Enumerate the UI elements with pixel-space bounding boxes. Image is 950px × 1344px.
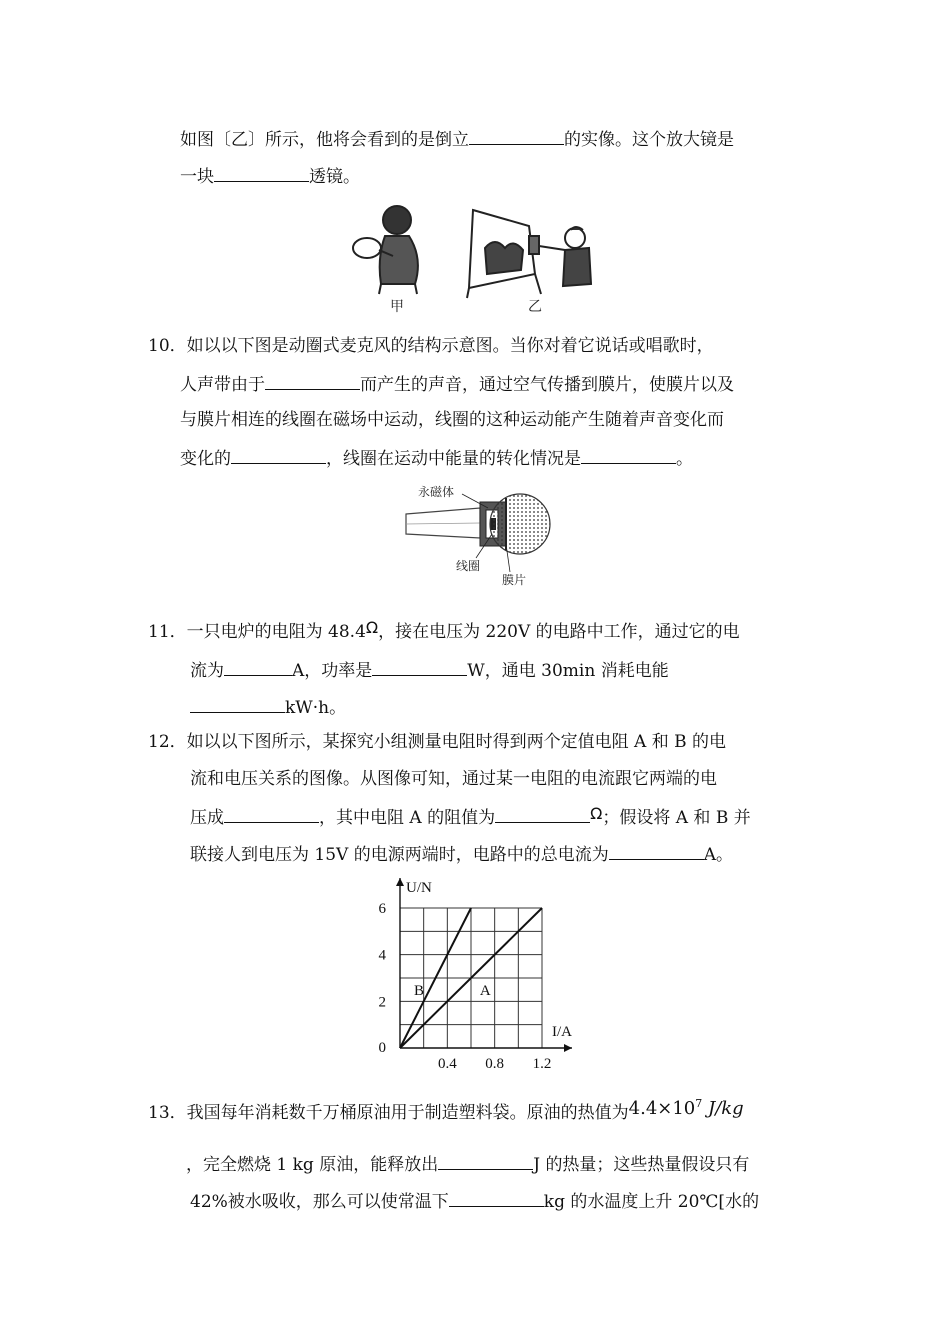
q13-line-2: ，完全燃烧 1 kg 原油，能释放出 J 的热量；这些热量假设只有 [186, 1152, 749, 1176]
answer-blank[interactable] [581, 446, 676, 464]
q11-line-1: 11．一只电炉的电阻为 48.4Ω，接在电压为 220V 的电路中工作，通过它的电 [148, 618, 740, 642]
q9-line-2: 一块 透镜。 [180, 164, 360, 188]
x-axis-label: I/A [552, 1024, 572, 1040]
q13-line-3: 42%被水吸收，那么可以使常温下 kg 的水温度上升 20℃[水的 [190, 1189, 759, 1213]
origin-label: 0 [378, 1040, 386, 1056]
chart-labels [379, 880, 573, 1072]
q12-line-2: 流和电压关系的图像。从图像可知，通过某一电阻的电流跟它两端的电 [190, 769, 717, 789]
q11-line-3: kW·h。 [190, 695, 346, 719]
figure-label-yi: 乙 [528, 299, 542, 315]
q11-line-2: 流为 A，功率是 W，通电 30min 消耗电能 [190, 658, 669, 682]
u-i-chart [355, 872, 585, 1072]
x-tick-label: 0.4 [437, 1056, 457, 1072]
question-number: 13． [148, 1103, 187, 1123]
y-tick-label: 4 [378, 947, 386, 964]
q9-line-1: 如图〔乙〕所示，他将会看到的是倒立 的实像。这个放大镜是 [180, 127, 734, 151]
heat-value: $4.4\times 10^7$ J/kg [628, 1097, 744, 1119]
series-label-B: B [414, 983, 425, 999]
y-tick-label: 6 [378, 901, 386, 917]
x-tick-label: 0.8 [485, 1056, 505, 1072]
label-permanent-magnet: 永磁体 [418, 485, 455, 499]
answer-blank[interactable] [495, 805, 590, 823]
figure-label-jia: 甲 [390, 299, 404, 315]
label-coil: 线圈 [456, 559, 481, 573]
figure-yi [467, 210, 591, 298]
question-number: 11． [148, 622, 187, 642]
q10-line-1: 10．如以以下图是动圈式麦克风的结构示意图。当你对着它说话或唱歌时， [148, 336, 714, 356]
q12-line-1: 12．如以以下图所示，某探究小组测量电阻时得到两个定值电阻 A 和 B 的电 [148, 732, 727, 752]
answer-blank[interactable] [265, 372, 360, 390]
answer-blank[interactable] [214, 164, 309, 182]
magnifier-illustration [345, 198, 605, 318]
microphone-head [490, 494, 550, 554]
q13-line-1: 13．我国每年消耗数千万桶原油用于制造塑料袋。原油的热值为$4.4\times 10^7$ J/kg [148, 1097, 744, 1123]
q12-line-4: 联接人到电压为 15V 的电源两端时，电路中的总电流为 A。 [190, 842, 733, 866]
y-tick-label: 2 [378, 994, 386, 1011]
y-axis-label: U/N [406, 880, 432, 896]
q10-line-4: 变化的 ，线圈在运动中能量的转化情况是 。 [180, 446, 693, 470]
answer-blank[interactable] [438, 1152, 533, 1170]
answer-blank[interactable] [609, 842, 704, 860]
series-label-A: A [479, 983, 491, 999]
x-tick-label: 1.2 [532, 1056, 552, 1072]
answer-blank[interactable] [449, 1189, 544, 1207]
question-number: 12． [148, 732, 187, 752]
q10-line-2: 人声带由于 而产生的声音，通过空气传播到膜片，使膜片以及 [180, 372, 734, 396]
microphone-diagram [400, 478, 560, 590]
answer-blank[interactable] [224, 805, 319, 823]
q10-line-3: 与膜片相连的线圈在磁场中运动，线圈的这种运动能产生随着声音变化而 [180, 410, 724, 430]
question-number: 10． [148, 336, 187, 356]
answer-blank[interactable] [190, 695, 285, 713]
y-axis-arrow [396, 878, 404, 886]
answer-blank[interactable] [231, 446, 326, 464]
figure-jia [353, 206, 418, 294]
answer-blank[interactable] [372, 658, 467, 676]
x-axis-arrow [564, 1044, 572, 1052]
answer-blank[interactable] [469, 127, 564, 145]
answer-blank[interactable] [224, 658, 292, 676]
label-membrane: 膜片 [502, 573, 527, 587]
q12-line-3: 压成 ，其中电阻 A 的阻值为 Ω；假设将 A 和 B 并 [190, 804, 751, 828]
